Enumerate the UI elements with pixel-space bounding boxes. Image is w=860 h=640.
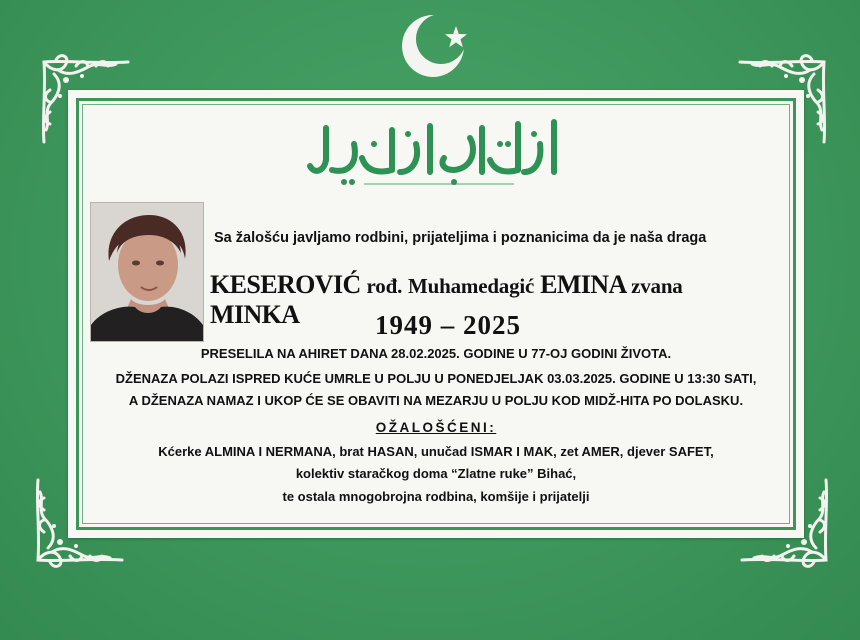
- death-date-line: PRESELILA NA AHIRET DANA 28.02.2025. GODINE U 77-OJ GODINI ŽIVOTA.: [200, 346, 672, 361]
- family-line: kolektiv staračkog doma “Zlatne ruke” Bihać,: [295, 466, 577, 481]
- life-years: 1949 – 2025: [375, 310, 521, 340]
- family-line: Kćerke ALMINA I NERMANA, brat HASAN, unučad ISMAR I MAK, zet AMER, djever SAFET,: [158, 444, 714, 459]
- arabic-calligraphy: [304, 114, 568, 192]
- intro-text: Sa žalošću javljamo rodbini, prijateljima i poznanicima da je naša draga: [214, 230, 707, 246]
- first-name: EMINA: [540, 270, 626, 299]
- deceased-photo: [90, 202, 204, 342]
- maiden-name: Muhamedagić: [408, 274, 535, 298]
- burial-line: A DŽENAZA NAMAZ I UKOP ĆE SE OBAVITI NA MEZARJU U POLJU KOD MIDŽ-HITA PO DOLASKU.: [128, 393, 744, 408]
- obituary-paper: [68, 90, 804, 538]
- mourners-heading: OŽALOŠĆENI:: [375, 420, 497, 435]
- zvana-label: zvana: [631, 274, 683, 298]
- rod-label: rođ.: [366, 274, 403, 298]
- nickname: MINKA: [210, 300, 300, 329]
- family-line: te ostala mnogobrojna rodbina, komšije i prijatelji: [282, 489, 590, 504]
- funeral-time-line: DŽENAZA POLAZI ISPRED KUĆE UMRLE U POLJU U PONEDJELJAK 03.03.2025. GODINE U 13:30 SATI,: [115, 371, 757, 386]
- surname: KESEROVIĆ: [210, 270, 361, 299]
- star-and-crescent-icon: [398, 8, 474, 84]
